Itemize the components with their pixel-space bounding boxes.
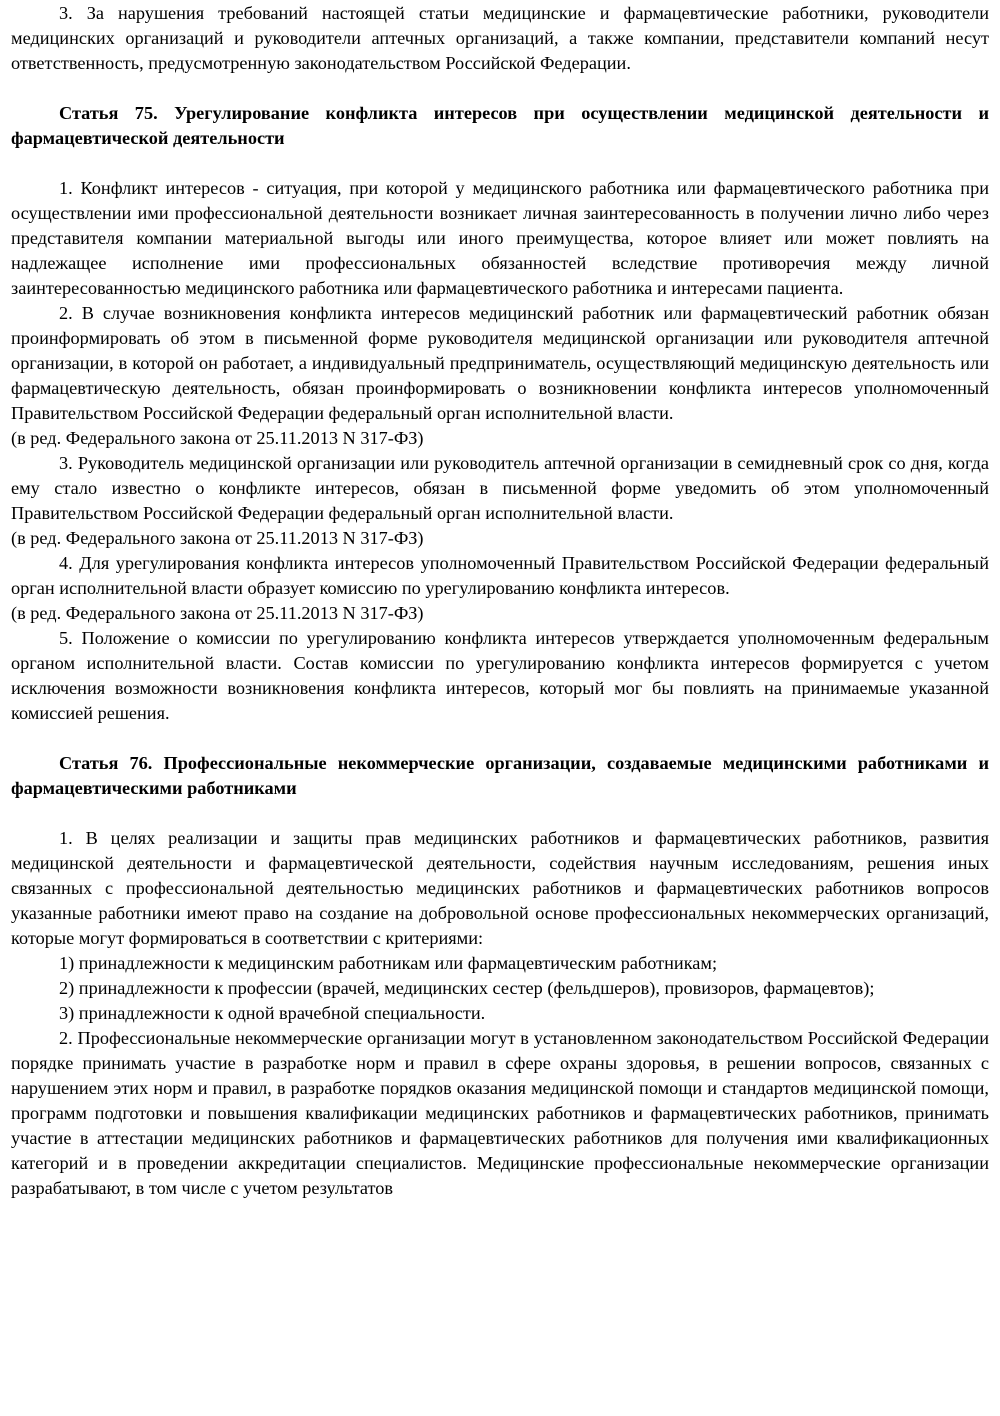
article75-paragraph-4: 4. Для урегулирования конфликта интересов уполномоченный Правительством Российской Федерации федеральный орган исполнительной власти образует комиссию по урегулированию конфликта интересов. bbox=[11, 553, 989, 598]
article76-criterion-2: 2) принадлежности к профессии (врачей, медицинских сестер (фельдшеров), провизоров, фармацевтов); bbox=[59, 978, 875, 998]
article75-paragraph-1: 1. Конфликт интересов - ситуация, при которой у медицинского работника или фармацевтического работника при осуществлении ими профессиональной деятельности возникает личная заинтересованность в получении лично либо через представителя компании материальной выгоды или иного преимущества, которое влияет или может повлиять на надлежащее исполнение ими профессиональных обязанностей вследствие противоречия между личной заинтересованностью медицинского работника или фармацевтического работника и интересами пациента. bbox=[11, 178, 989, 298]
spacer bbox=[11, 76, 989, 101]
article75-amendment-note-3: (в ред. Федерального закона от 25.11.2013 N 317-ФЗ) bbox=[11, 528, 424, 548]
article75-paragraph-3: 3. Руководитель медицинской организации или руководитель аптечной организации в семидневный срок со дня, когда ему стало известно о конфликте интересов, обязан в письменной форме уведомить об этом уполномоченный Правительством Российской Федерации федеральный орган исполнительной власти. bbox=[11, 453, 989, 523]
spacer bbox=[11, 726, 989, 751]
article75-paragraph-5: 5. Положение о комиссии по урегулированию конфликта интересов утверждается уполномоченным федеральным органом исполнительной власти. Состав комиссии по урегулированию конфликта интересов формируется с учетом исключения возможности возникновения конфликта интересов, который мог бы повлиять на принимаемые указанной комиссией решения. bbox=[11, 628, 989, 723]
article75-heading: Статья 75. Урегулирование конфликта интересов при осуществлении медицинской деятельности и фармацевтической деятельности bbox=[11, 103, 989, 148]
article76-paragraph-1: 1. В целях реализации и защиты прав медицинских работников и фармацевтических работников, развития медицинской деятельности и фармацевтической деятельности, содействия научным исследованиям, решения иных связанных с профессиональной деятельностью медицинских работников и фармацевтических работников вопросов указанные работники имеют право на создание на добровольной основе профессиональных некоммерческих организаций, которые могут формироваться в соответствии с критериями: bbox=[11, 828, 989, 948]
spacer bbox=[11, 151, 989, 176]
article75-amendment-note-4: (в ред. Федерального закона от 25.11.2013 N 317-ФЗ) bbox=[11, 603, 424, 623]
article76-criterion-1: 1) принадлежности к медицинским работникам или фармацевтическим работникам; bbox=[59, 953, 718, 973]
document-page bbox=[11, 0, 989, 1201]
spacer bbox=[11, 801, 989, 826]
article76-heading: Статья 76. Профессиональные некоммерческие организации, создаваемые медицинскими работниками и фармацевтическими работниками bbox=[11, 753, 989, 798]
article76-criterion-3: 3) принадлежности к одной врачебной специальности. bbox=[59, 1003, 486, 1023]
article75-paragraph-2: 2. В случае возникновения конфликта интересов медицинский работник или фармацевтический работник обязан проинформировать об этом в письменной форме руководителя медицинской организации или руководителя аптечной организации, в которой он работает, а индивидуальный предприниматель, осуществляющий медицинскую деятельность или фармацевтическую деятельность, обязан проинформировать о возникновении конфликта интересов уполномоченный Правительством Российской Федерации федеральный орган исполнительной власти. bbox=[11, 303, 989, 423]
article74-paragraph-3: 3. За нарушения требований настоящей статьи медицинские и фармацевтические работники, руководители медицинских организаций и руководители аптечных организаций, а также компании, представители компаний несут ответственность, предусмотренную законодательством Российской Федерации. bbox=[11, 3, 989, 73]
article76-paragraph-2: 2. Профессиональные некоммерческие организации могут в установленном законодательством Российской Федерации порядке принимать участие в разработке норм и правил в сфере охраны здоровья, в решении вопросов, связанных с нарушением этих норм и правил, в разработке порядков оказания медицинской помощи и стандартов медицинской помощи, программ подготовки и повышения квалификации медицинских работников и фармацевтических работников, принимать участие в аттестации медицинских работников и фармацевтических работников для получения ими квалификационных категорий и в проведении аккредитации специалистов. Медицинские профессиональные некоммерческие организации разрабатывают, в том числе с учетом результатов bbox=[11, 1028, 989, 1198]
article75-amendment-note-2: (в ред. Федерального закона от 25.11.2013 N 317-ФЗ) bbox=[11, 428, 424, 448]
